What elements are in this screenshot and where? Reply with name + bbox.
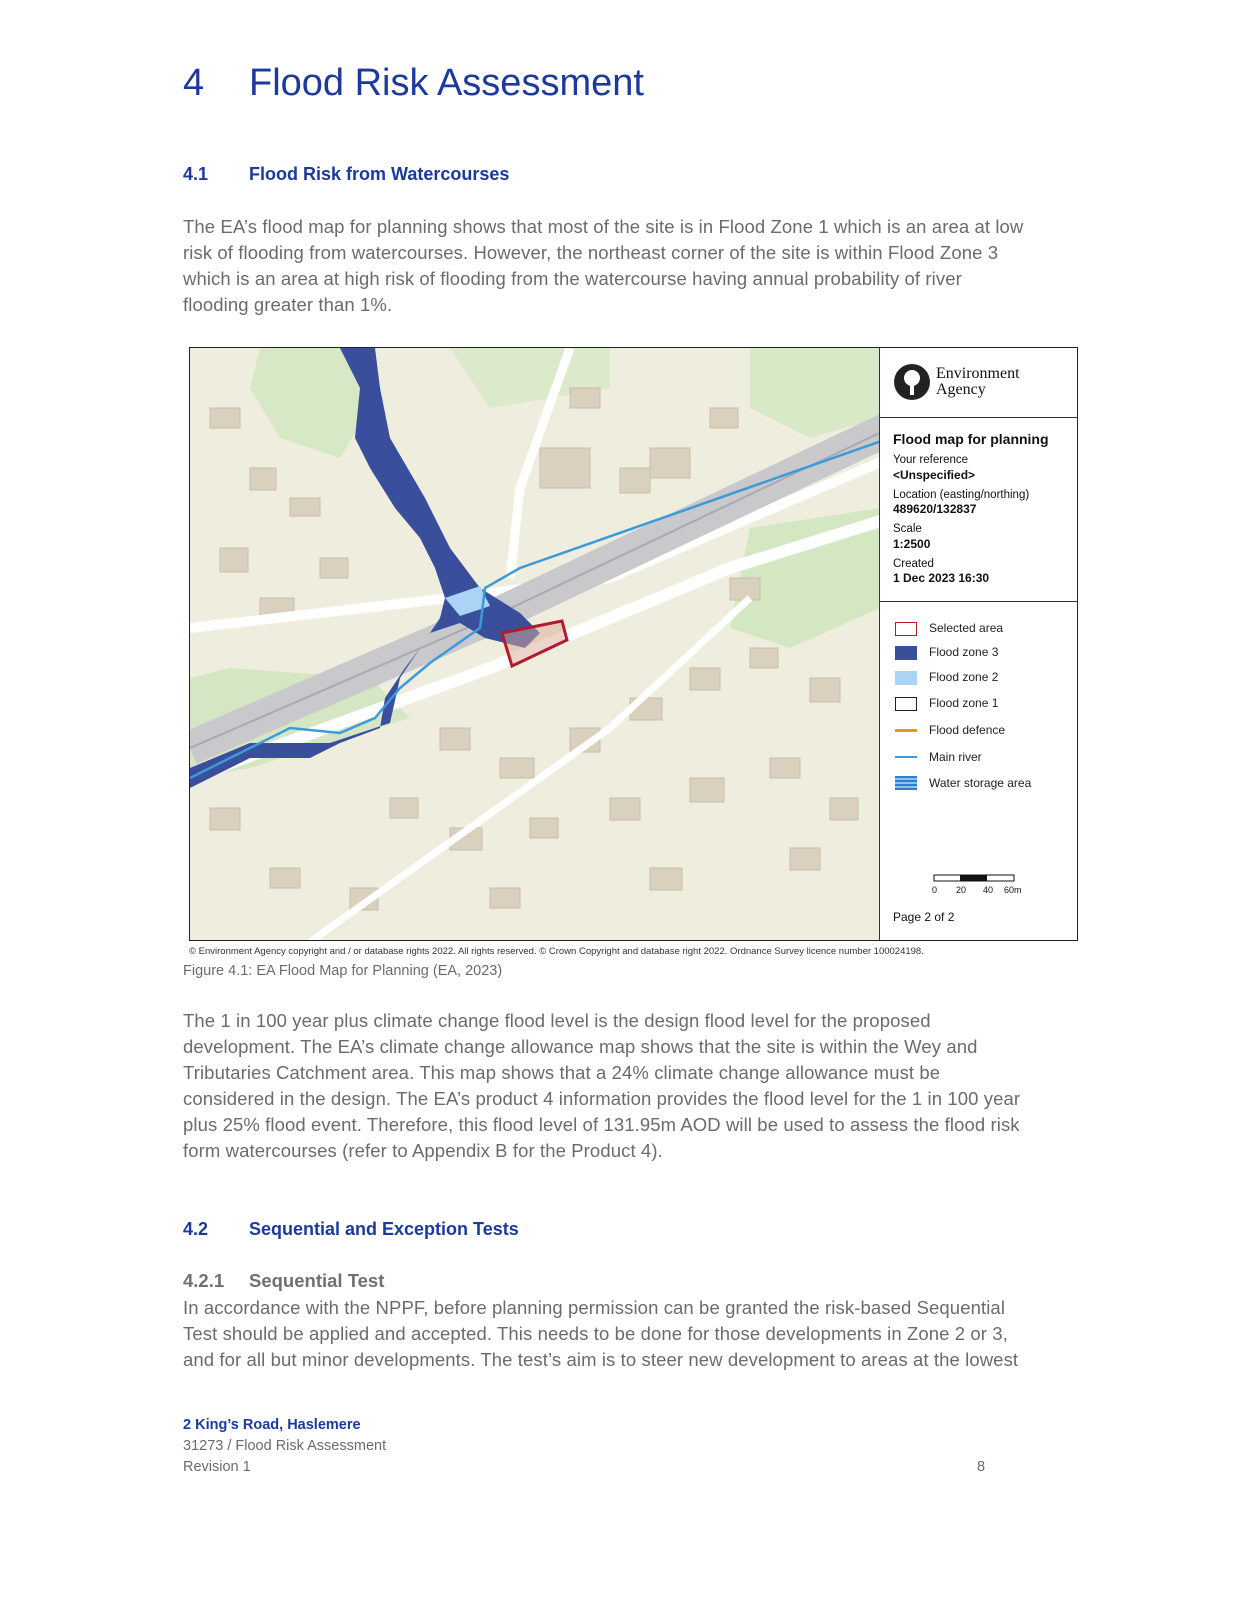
legend-swatch-flood-defence — [895, 729, 917, 732]
paragraph-line: The 1 in 100 year plus climate change flood level is the design flood level for the proposed — [183, 1010, 931, 1031]
paragraph-line: The EA’s flood map for planning shows that most of the site is in Flood Zone 1 which is an area at low — [183, 216, 1024, 237]
legend-swatch-flood-zone-1 — [895, 697, 917, 711]
scale-bar-graphic — [933, 874, 1015, 884]
scale-label: Scale — [893, 523, 922, 535]
section-4-2-title: Sequential and Exception Tests — [249, 1219, 519, 1239]
paragraph-line: Test should be applied and accepted. This needs to be done for those developments in Zone 2 or 3, — [183, 1323, 1008, 1344]
footer-revision: Revision 1 — [183, 1459, 251, 1475]
scale-tick: 20 — [956, 885, 967, 895]
figure-caption: Figure 4.1: EA Flood Map for Planning (EA, 2023) — [183, 963, 503, 979]
section-4-1-number: 4.1 — [183, 164, 209, 184]
map-copyright: © Environment Agency copyright and / or database rights 2022. All rights reserved. © Crown Copyright and database right 2022. Ordnance Survey licence number 100024198. — [189, 946, 924, 957]
section-4-2-number: 4.2 — [183, 1219, 209, 1239]
subsection-4-2-1-number: 4.2.1 — [183, 1270, 225, 1291]
legend-label: Flood zone 1 — [929, 696, 999, 710]
footer-project-title: 2 King’s Road, Haslemere — [183, 1417, 361, 1433]
section-4-1-paragraph — [183, 214, 1103, 318]
legend-label: Water storage area — [929, 776, 1032, 790]
legend-swatch-flood-zone-2 — [895, 671, 917, 685]
scale-tick: 0 — [932, 885, 938, 895]
paragraph-line: development. The EA’s climate change allowance map shows that the site is within the Wey and — [183, 1036, 978, 1057]
reference-label: Your reference — [893, 454, 969, 466]
paragraph-line: and for all but minor developments. The test’s aim is to steer new development to areas at the lowest — [183, 1349, 1019, 1370]
environment-agency-logo-icon — [893, 363, 931, 401]
paragraph-line: Tributaries Catchment area. This map shows that a 24% climate change allowance must be — [183, 1062, 941, 1083]
logo-line-1: Environment — [936, 365, 1020, 382]
paragraph-line: In accordance with the NPPF, before planning permission can be granted the risk-based Sequential — [183, 1297, 1006, 1318]
location-value: 489620/132837 — [893, 502, 977, 516]
footer-page-number: 8 — [977, 1459, 986, 1475]
location-label: Location (easting/northing) — [893, 489, 1030, 501]
legend-swatch-selected-area — [895, 622, 917, 636]
paragraph-line: form watercourses (refer to Appendix B for the Product 4). — [183, 1140, 663, 1161]
created-label: Created — [893, 558, 934, 570]
legend-swatch-flood-zone-3 — [895, 646, 917, 660]
chapter-number: 4 — [183, 62, 205, 104]
section-4-1-title: Flood Risk from Watercourses — [249, 164, 510, 184]
scale-tick: 60m — [1004, 885, 1022, 895]
panel-divider — [880, 417, 1077, 418]
map-title: Flood map for planning — [893, 431, 1049, 447]
panel-divider — [880, 601, 1077, 602]
footer-document-ref: 31273 / Flood Risk Assessment — [183, 1438, 387, 1454]
paragraph-line: which is an area at high risk of flooding from the watercourse having annual probability of river — [183, 268, 962, 289]
subsection-4-2-1-title: Sequential Test — [249, 1270, 385, 1291]
created-value: 1 Dec 2023 16:30 — [893, 571, 990, 585]
page-label: Page 2 of 2 — [893, 910, 955, 924]
paragraph-line: risk of flooding from watercourses. However, the northeast corner of the site is within Flood Zone 3 — [183, 242, 999, 263]
legend-label: Main river — [929, 750, 982, 764]
legend-label: Flood zone 2 — [929, 670, 999, 684]
legend-label: Flood zone 3 — [929, 645, 999, 659]
chapter-title: Flood Risk Assessment — [249, 62, 644, 104]
paragraph-line: considered in the design. The EA’s product 4 information provides the flood level for the 1 in 100 year — [183, 1088, 1021, 1109]
legend-swatch-water-storage-area — [895, 776, 917, 790]
logo-line-2: Agency — [936, 381, 986, 398]
paragraph-line: plus 25% flood event. Therefore, this flood level of 131.95m AOD will be used to assess the flood risk — [183, 1114, 1020, 1135]
paragraph-line: flooding greater than 1%. — [183, 294, 393, 315]
reference-value: <Unspecified> — [893, 468, 976, 482]
legend-swatch-main-river — [895, 756, 917, 758]
scale-tick: 40 — [983, 885, 994, 895]
legend-label: Flood defence — [929, 723, 1006, 737]
map-info-panel — [879, 347, 1078, 941]
legend-label: Selected area — [929, 621, 1004, 635]
climate-change-paragraph — [183, 1008, 1103, 1164]
sequential-test-paragraph — [183, 1295, 1103, 1373]
scale-value: 1:2500 — [893, 537, 931, 551]
